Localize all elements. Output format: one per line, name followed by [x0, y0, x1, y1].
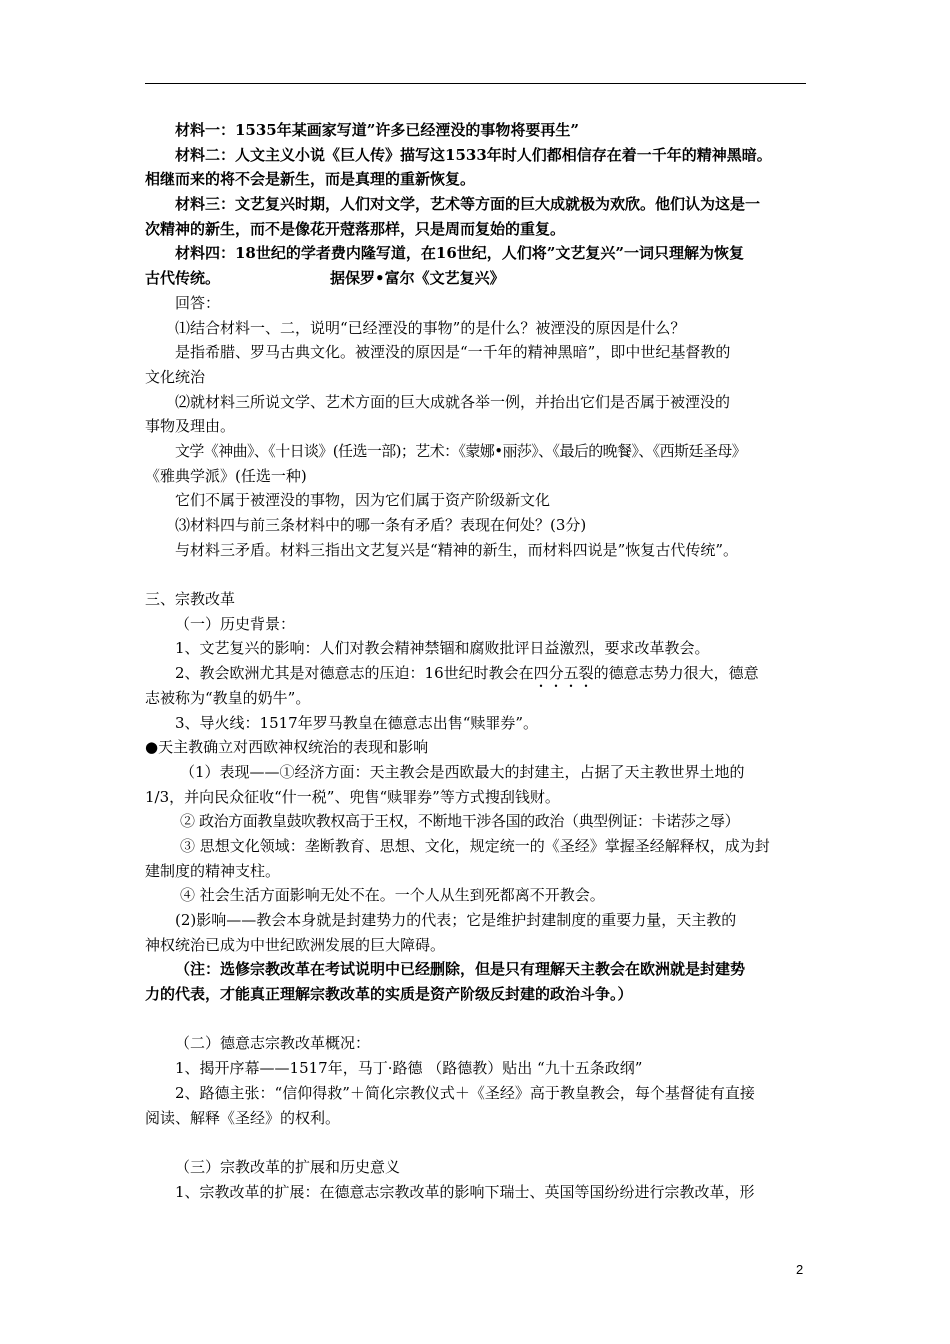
material-3: 材料三：文艺复兴时期，人们对文学，艺术等方面的巨大成就极为欢欣。他们认为这是一 [175, 195, 761, 214]
note: （注：选修宗教改革在考试说明中已经删除，但是只有理解天主教会在欧洲就是封建势 [175, 960, 746, 979]
influence: (2)影响——教会本身就是封建势力的代表；它是维护封建制度的重要力量，天主教的 [175, 911, 737, 929]
subsection-1-title: （一）历史背景： [175, 614, 296, 633]
background-2 [145, 661, 810, 686]
influence-cont: 神权统治已成为中世纪欧洲发展的巨大障碍。 [145, 935, 446, 954]
expression-1: （1）表现——①经济方面：天主教会是西欧最大的封建主，占据了天主教世界土地的 [180, 762, 745, 781]
question-2-cont: 事物及理由。 [145, 417, 236, 436]
note-cont: 力的代表，才能真正理解宗教改革的实质是资产阶级反封建的政治斗争。） [145, 985, 633, 1004]
bullet-heading: ●天主教确立对西欧神权统治的表现和影响 [145, 738, 429, 757]
background-2-cont: 志被称为“教皇的奶牛”。 [145, 688, 311, 707]
subsection-3-title: （三）宗教改革的扩展和历史意义 [175, 1157, 401, 1176]
material-2-cont: 相继而来的将不会是新生，而是真理的重新恢复。 [145, 170, 476, 189]
background-3: 3、导火线：1517年罗马教皇在德意志出售“赎罪券”。 [175, 713, 539, 732]
subsection-2-title: （二）德意志宗教改革概况： [175, 1034, 371, 1053]
answer-3: 与材料三矛盾。材料三指出文艺复兴是“精神的新生，而材料四说是”恢复古代传统”。 [175, 540, 739, 559]
expression-4: ④ 社会生活方面影响无处不在。一个人从生到死都离不开教会。 [180, 886, 605, 905]
document-body [145, 118, 810, 1204]
answer-heading: 回答： [175, 293, 221, 312]
answer-2-cont: 《雅典学派》(任选一种) [145, 466, 307, 485]
spacer [145, 562, 810, 587]
background-1: 1、文艺复兴的影响：人们对教会精神禁锢和腐败批评日益激烈，要求改革教会。 [175, 639, 710, 658]
material-4: 材料四：18世纪的学者费内隆写道，在16世纪，人们将”文艺复兴”一词只理解为恢复 [175, 244, 745, 263]
germany-2: 2、路德主张：“信仰得救”＋简化宗教仪式＋《圣经》高于教皇教会，每个基督徒有直接 [175, 1083, 755, 1102]
expression-2: ② 政治方面教皇鼓吹教权高于王权，不断地干涉各国的政治（典型例证：卡诺莎之辱） [180, 812, 740, 831]
background-2-b: 的德意志势力很大，德意 [593, 664, 759, 683]
material-4-cont [145, 266, 810, 291]
material-1: 材料一：1535年某画家写道”许多已经湮没的事物将要再生” [175, 121, 580, 139]
spacer [145, 1007, 810, 1032]
page-number: 2 [796, 1262, 804, 1277]
answer-2: 文学《神曲》、《十日谈》(任选一部)；艺术：《蒙娜•丽莎》、《最后的晚餐》、《西斯廷圣母》 [175, 441, 747, 460]
material-2: 材料二：人文主义小说《巨人传》描写这1533年时人们都相信存在着一千年的精神黑暗。 [175, 145, 772, 164]
background-2-emphasis: 四分五裂 [533, 664, 594, 683]
material-4-source: 据保罗•富尔《文艺复兴》 [330, 269, 505, 288]
section-3-title: 三、宗教改革 [145, 590, 236, 609]
header-rule [145, 83, 806, 84]
answer-2-reason: 它们不属于被湮没的事物，因为它们属于资产阶级新文化 [175, 491, 551, 510]
question-1: ⑴结合材料一、二，说明“已经湮没的事物”的是什么？被湮没的原因是什么？ [175, 318, 686, 337]
answer-1: 是指希腊、罗马古典文化。被湮没的原因是“一千年的精神黑暗”，即中世纪基督教的 [175, 343, 731, 362]
expression-3-cont: 建制度的精神支柱。 [145, 861, 281, 880]
germany-1: 1、揭开序幕——1517年，马丁·路德 （路德教）贴出 “九十五条政纲” [175, 1059, 643, 1078]
material-3-cont: 次精神的新生，而不是像花开蒄落那样，只是周而复始的重复。 [145, 219, 566, 238]
answer-1-cont: 文化统治 [145, 367, 206, 386]
expression-3: ③ 思想文化领域：垄断教育、思想、文化，规定统一的《圣经》掌握圣经解释权，成为封 [180, 836, 770, 855]
expansion-1: 1、宗教改革的扩展：在德意志宗教改革的影响下瑞士、英国等国纷纷进行宗教改革，形 [175, 1182, 755, 1201]
germany-2-cont: 阅读、解释《圣经》的权利。 [145, 1108, 341, 1127]
background-2-a: 2、教会欧洲尤其是对德意志的压迫：16世纪时教会在 [175, 664, 534, 683]
expression-1-cont: 1/3，并向民众征收“什一税”、兜售“赎罪券”等方式搜刮钱财。 [145, 787, 560, 806]
question-2: ⑵就材料三所说文学、艺术方面的巨大成就各举一例，并抬出它们是否属于被湮没的 [175, 392, 731, 411]
material-4-text: 古代传统。 [145, 269, 221, 288]
question-3: ⑶材料四与前三条材料中的哪一条有矛盾？表现在何处？(3分) [175, 516, 587, 534]
spacer [145, 1130, 810, 1155]
